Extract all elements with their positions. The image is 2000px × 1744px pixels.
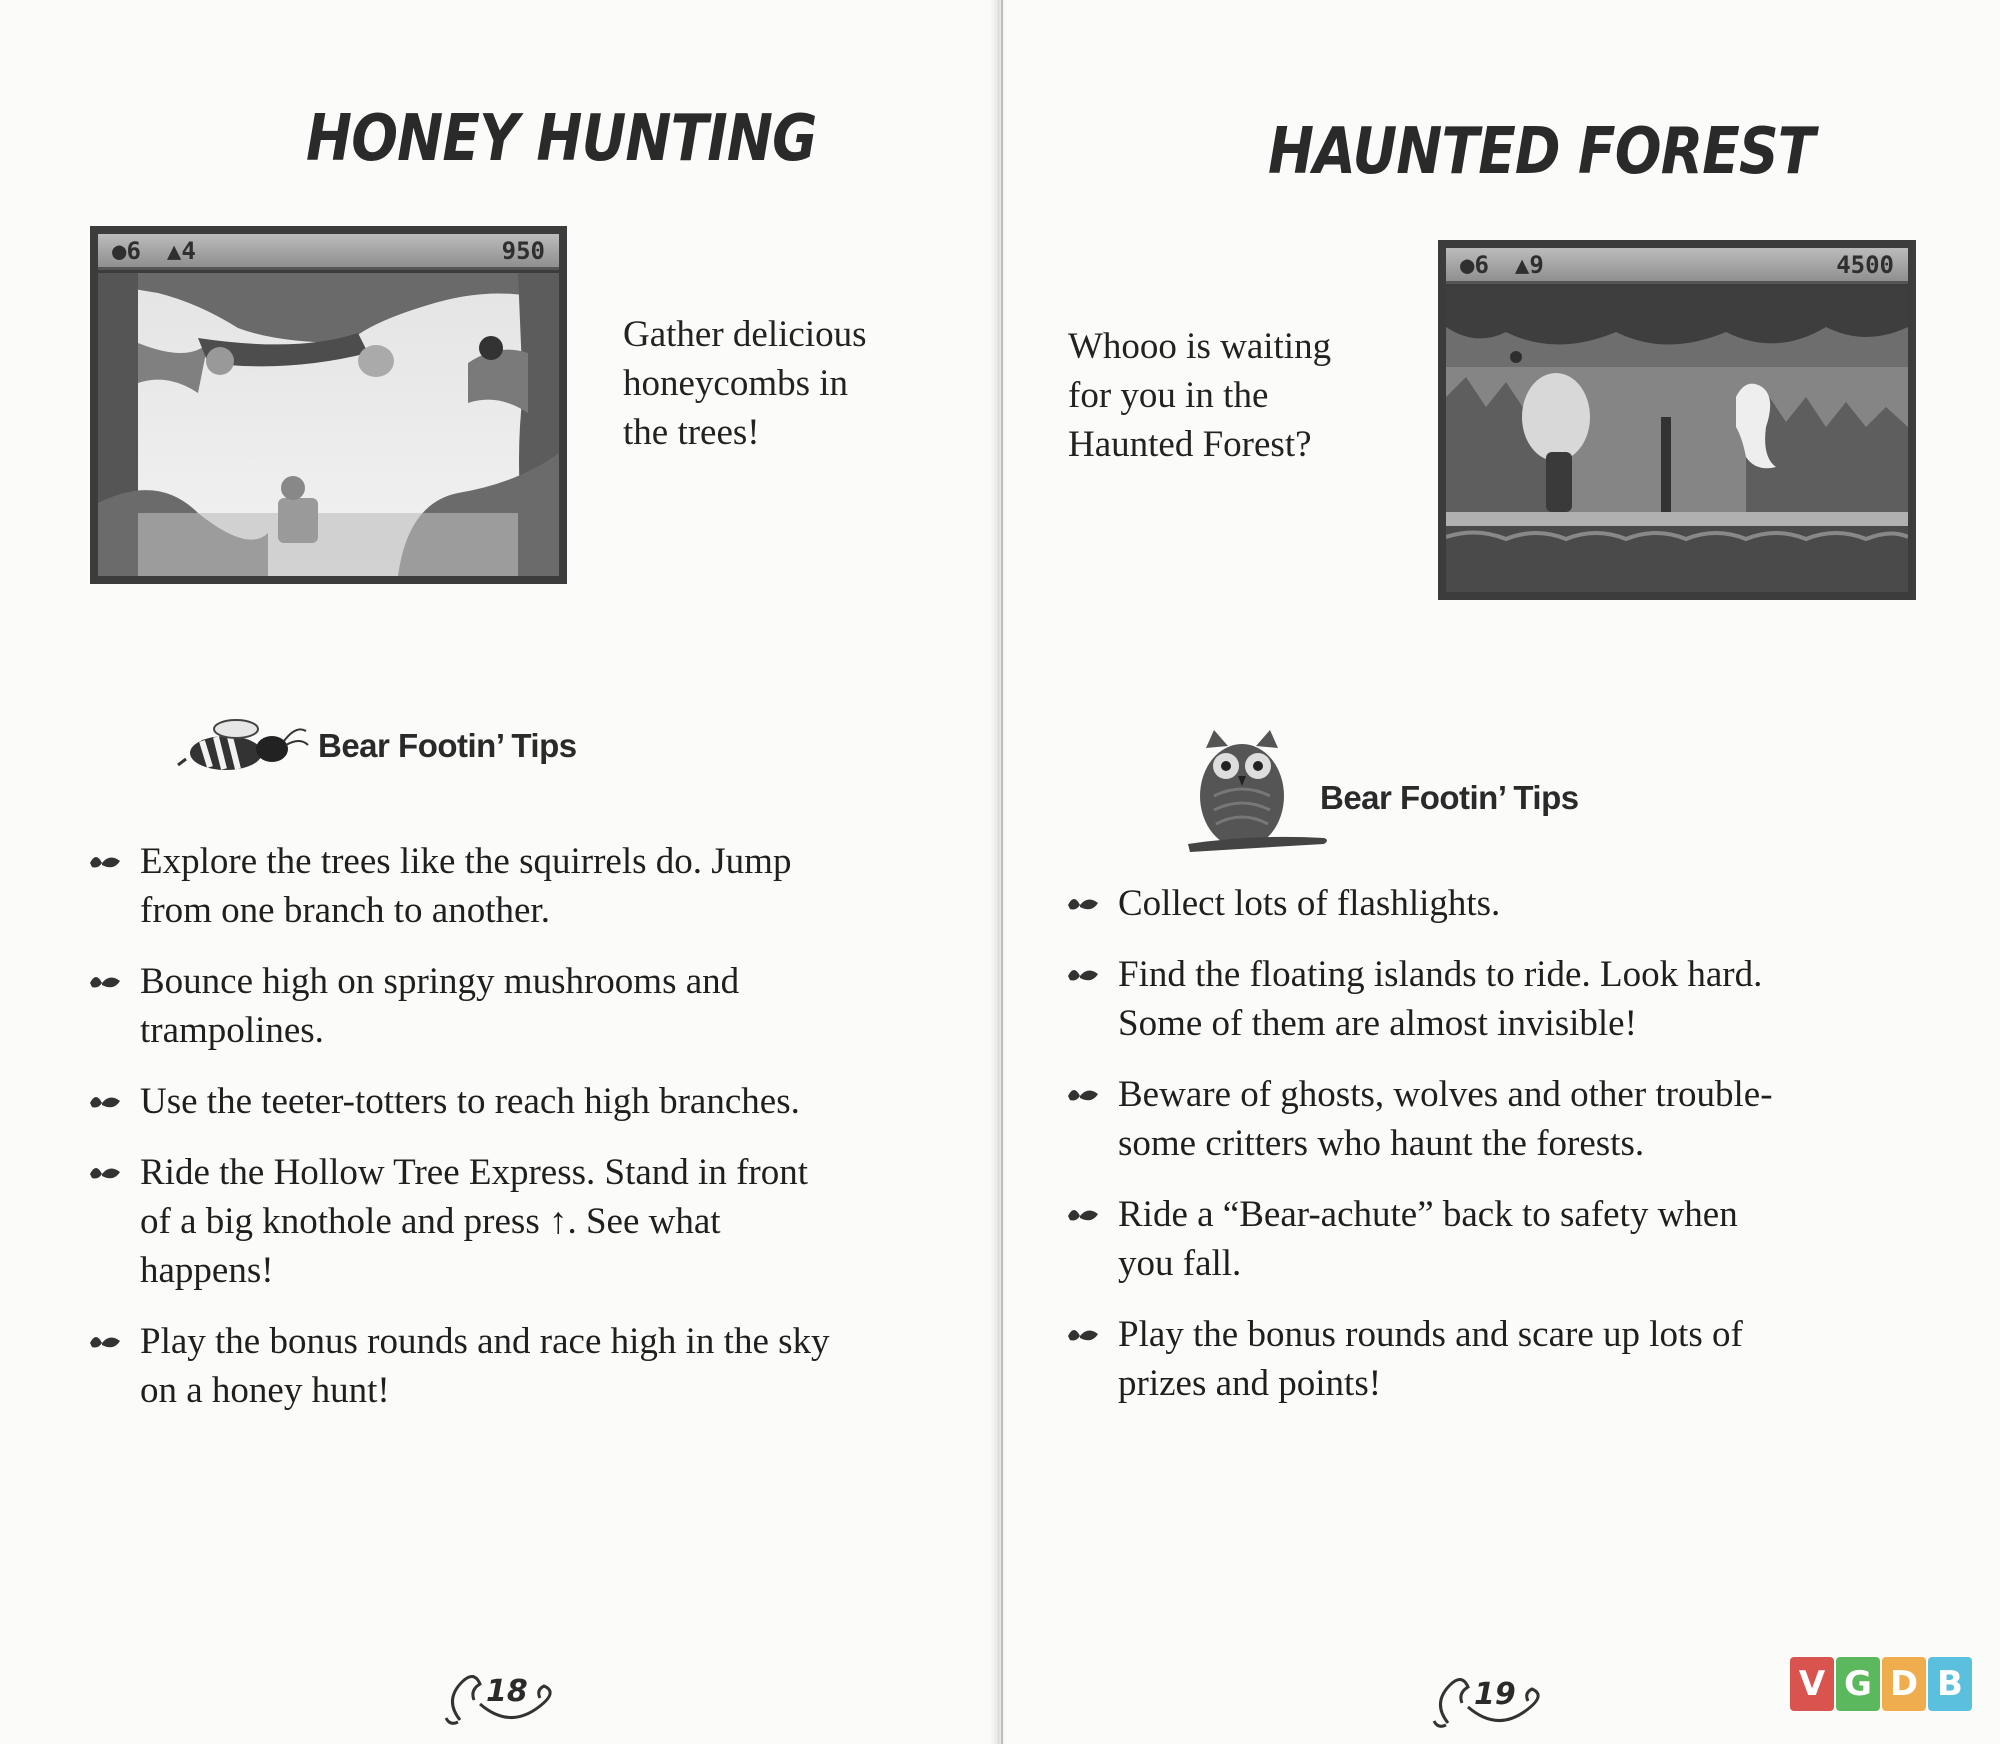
leaf-bullet-icon [88,969,122,993]
watermark-letter: B [1928,1657,1972,1711]
leaf-bullet-icon [1066,1202,1100,1226]
list-item: Beware of ghosts, wolves and other trouble- some critters who haunt the forests. [1066,1070,1966,1168]
lives-counter: ●6 [112,236,141,265]
leaf-bullet-icon [1066,891,1100,915]
leaf-bullet-icon [1066,962,1100,986]
right-page-number: 19 [1428,1663,1558,1733]
watermark-letter: G [1836,1657,1880,1711]
list-item: Ride a “Bear-achute” back to safety when you fall. [1066,1190,1966,1288]
list-item: Play the bonus rounds and scare up lots of prizes and points! [1066,1310,1966,1408]
list-item: Ride the Hollow Tree Express. Stand in front of a big knothole and press ↑. See what happens! [88,1148,948,1295]
lives-counter: ●6 [1460,250,1489,279]
leaf-bullet-icon [88,1329,122,1353]
leaf-bullet-icon [88,1160,122,1184]
leaf-bullet-icon [88,849,122,873]
list-item: Play the bonus rounds and race high in the sky on a honey hunt! [88,1317,948,1415]
tips-heading-label: Bear Footin’ Tips [318,727,577,764]
score-counter: 950 [501,236,545,265]
forest-scene [98,273,559,576]
game-hud [98,234,559,270]
list-item: Find the floating islands to ride. Look hard. Some of them are almost invisible! [1066,950,1966,1048]
score-counter: 4500 [1836,250,1894,279]
leaf-bullet-icon [88,1089,122,1113]
vgdb-watermark [1790,1657,1972,1711]
item-counter: ▲4 [166,236,196,265]
left-page-number: 18 [440,1660,570,1730]
list-item: Explore the trees like the squirrels do. Jump from one branch to another. [88,837,948,935]
haunted-forest-screenshot [1438,240,1916,600]
bee-icon [176,715,310,777]
left-page [0,0,990,1744]
leaf-bullet-icon [1066,1082,1100,1106]
owl-icon [1184,726,1334,856]
game-hud [1446,248,1908,284]
haunted-scene [1446,287,1908,592]
fold-line [1001,0,1003,1744]
watermark-letter: D [1882,1657,1926,1711]
right-tips-heading [1184,726,1579,856]
right-tips-list [1066,879,1966,1430]
item-counter: ▲9 [1514,250,1544,279]
list-item: Bounce high on springy mushrooms and trampolines. [88,957,948,1055]
list-item: Collect lots of flashlights. [1066,879,1966,928]
left-tips-heading [176,715,577,777]
tips-heading-label: Bear Footin’ Tips [1320,779,1579,816]
right-page [1006,0,2000,1744]
watermark-letter: V [1790,1657,1834,1711]
left-page-title: HONEY HUNTING [306,102,817,176]
left-tips-list [88,837,948,1437]
left-page-intro: Gather delicious honeycombs in the trees! [623,314,867,453]
honey-hunting-screenshot [90,226,567,584]
page-fold [990,0,1006,1744]
list-item: Use the teeter-totters to reach high branches. [88,1077,948,1126]
leaf-bullet-icon [1066,1322,1100,1346]
right-page-title: HAUNTED FOREST [1268,115,1815,189]
right-page-intro: Whooo is waiting for you in the Haunted Forest? [1068,326,1332,465]
